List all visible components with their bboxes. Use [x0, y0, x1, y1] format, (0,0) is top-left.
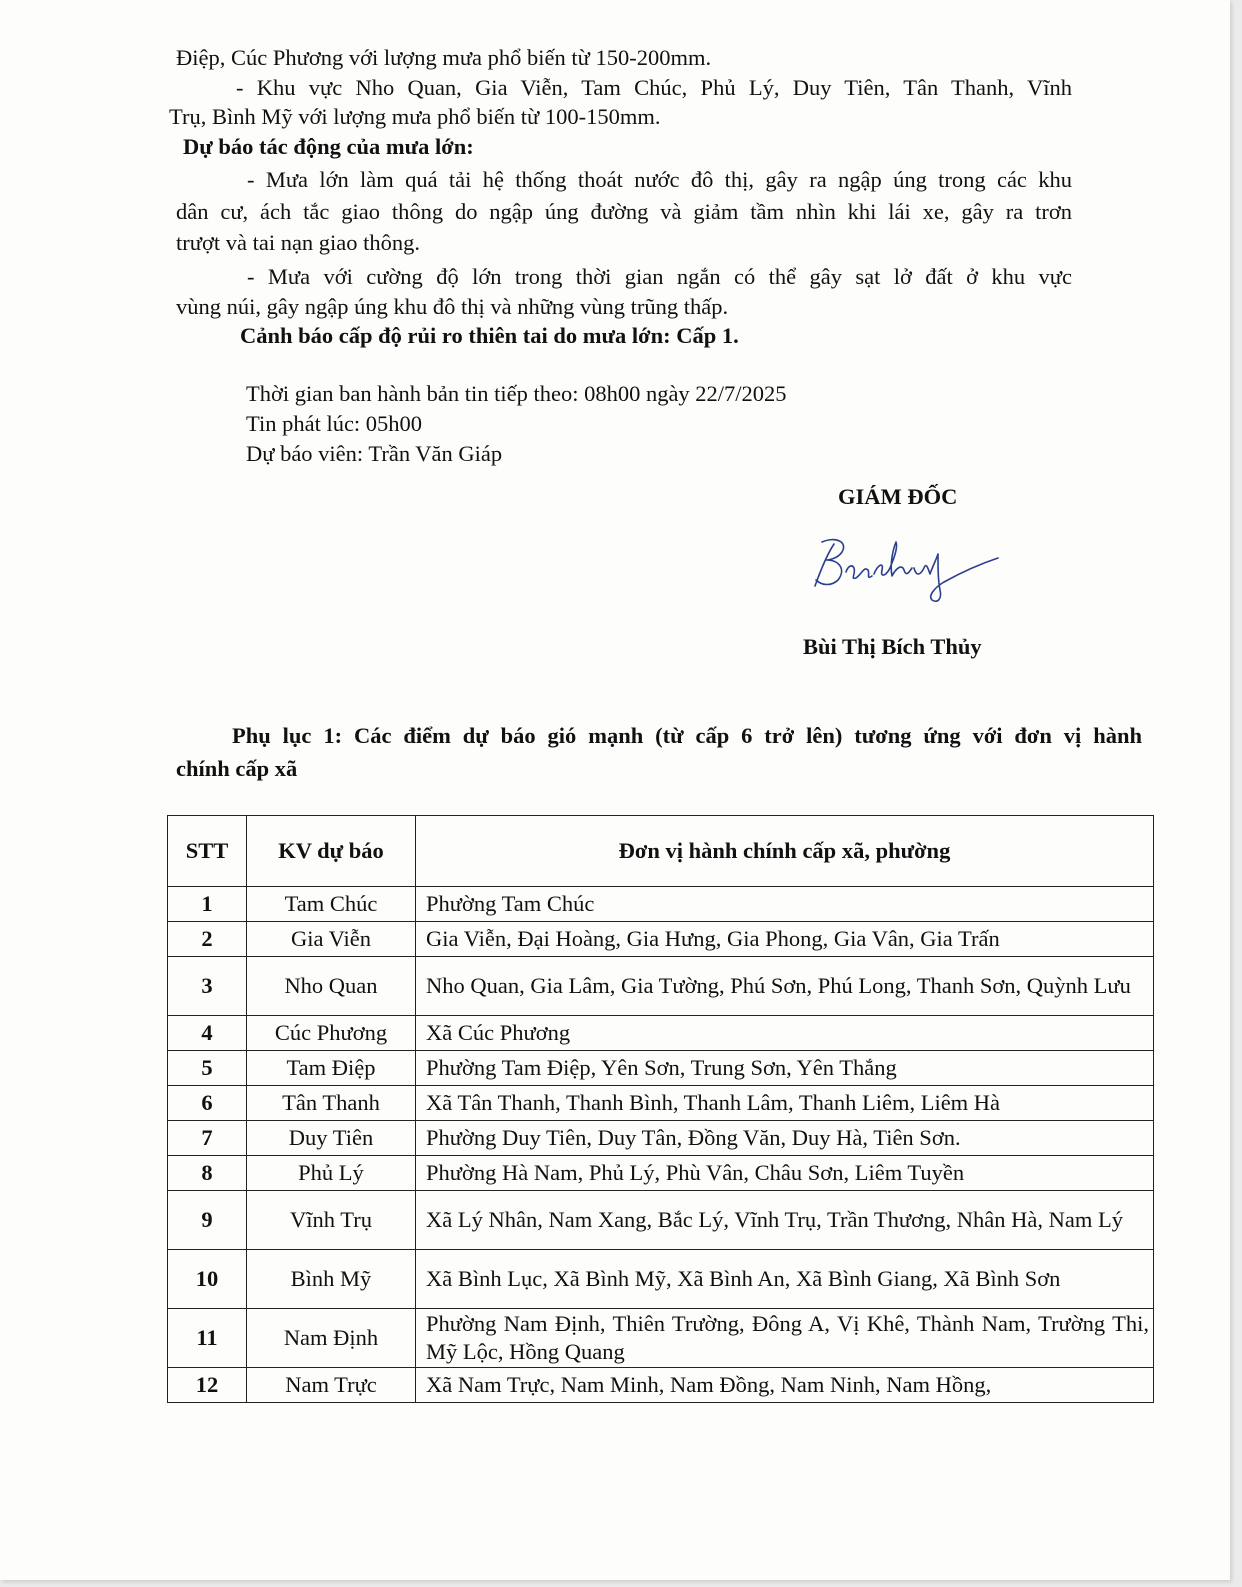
- rain-paragraph-continuation: Điệp, Cúc Phương với lượng mưa phổ biến từ 150-200mm.: [176, 45, 712, 70]
- row-kv: Tam Điệp: [247, 1051, 416, 1086]
- row-stt: 2: [168, 922, 247, 957]
- row-stt: 5: [168, 1051, 247, 1086]
- rain-area-line-1: - Khu vực Nho Quan, Gia Viễn, Tam Chúc, Phủ Lý, Duy Tiên, Tân Thanh, Vĩnh: [236, 75, 1072, 100]
- row-stt: 12: [168, 1368, 247, 1403]
- table-row: [168, 1051, 1154, 1086]
- impact-1-line-2: dân cư, ách tắc giao thông do ngập úng đường và giảm tầm nhìn khi lái xe, gây ra trơn: [176, 199, 1072, 224]
- table-row: [168, 1309, 1154, 1368]
- annex-title-line-2: chính cấp xã: [176, 756, 298, 781]
- row-kv: Gia Viễn: [247, 922, 416, 957]
- issued-time: Tin phát lúc: 05h00: [246, 411, 423, 436]
- row-dv: Phường Nam Định, Thiên Trường, Đông A, Vị Khê, Thành Nam, Trường Thi, Mỹ Lộc, Hồng Quang: [416, 1309, 1154, 1368]
- table-row: [168, 1191, 1154, 1250]
- risk-warning: Cảnh báo cấp độ rủi ro thiên tai do mưa lớn: Cấp 1.: [240, 323, 739, 348]
- row-kv: Nam Trực: [247, 1368, 416, 1403]
- row-dv: Xã Bình Lục, Xã Bình Mỹ, Xã Bình An, Xã Bình Giang, Xã Bình Sơn: [416, 1250, 1154, 1309]
- impact-2-line-2: vùng núi, gây ngập úng khu đô thị và những vùng trũng thấp.: [176, 294, 729, 319]
- row-dv: Phường Tam Điệp, Yên Sơn, Trung Sơn, Yên Thắng: [416, 1051, 1154, 1086]
- header-kv: KV dự báo: [247, 816, 416, 887]
- header-dv: Đơn vị hành chính cấp xã, phường: [416, 816, 1154, 887]
- table-row: [168, 957, 1154, 1016]
- row-stt: 11: [168, 1309, 247, 1368]
- row-dv: Phường Duy Tiên, Duy Tân, Đồng Văn, Duy Hà, Tiên Sơn.: [416, 1121, 1154, 1156]
- row-dv: Xã Lý Nhân, Nam Xang, Bắc Lý, Vĩnh Trụ, Trần Thương, Nhân Hà, Nam Lý: [416, 1191, 1154, 1250]
- row-kv: Duy Tiên: [247, 1121, 416, 1156]
- row-stt: 10: [168, 1250, 247, 1309]
- row-dv: Xã Nam Trực, Nam Minh, Nam Đồng, Nam Ninh, Nam Hồng,: [416, 1368, 1154, 1403]
- row-stt: 9: [168, 1191, 247, 1250]
- row-kv: Phủ Lý: [247, 1156, 416, 1191]
- handwritten-signature: [812, 528, 1002, 614]
- row-stt: 1: [168, 887, 247, 922]
- next-bulletin-time: Thời gian ban hành bản tin tiếp theo: 08h00 ngày 22/7/2025: [246, 381, 787, 406]
- row-kv: Bình Mỹ: [247, 1250, 416, 1309]
- row-stt: 8: [168, 1156, 247, 1191]
- annex-title-line-1: Phụ lục 1: Các điểm dự báo gió mạnh (từ cấp 6 trở lên) tương ứng với đơn vị hành: [232, 723, 1142, 748]
- header-stt: STT: [168, 816, 247, 887]
- row-dv: Phường Hà Nam, Phủ Lý, Phù Vân, Châu Sơn, Liêm Tuyền: [416, 1156, 1154, 1191]
- row-stt: 6: [168, 1086, 247, 1121]
- row-kv: Nam Định: [247, 1309, 416, 1368]
- impact-1-line-1: - Mưa lớn làm quá tải hệ thống thoát nước đô thị, gây ra ngập úng trong các khu: [247, 167, 1072, 192]
- signer-name: Bùi Thị Bích Thủy: [803, 634, 982, 659]
- row-stt: 7: [168, 1121, 247, 1156]
- row-kv: Tam Chúc: [247, 887, 416, 922]
- row-dv: Gia Viễn, Đại Hoàng, Gia Hưng, Gia Phong, Gia Vân, Gia Trấn: [416, 922, 1154, 957]
- impact-heading: Dự báo tác động của mưa lớn:: [183, 134, 474, 159]
- row-dv: Xã Tân Thanh, Thanh Bình, Thanh Lâm, Thanh Liêm, Liêm Hà: [416, 1086, 1154, 1121]
- table-row: [168, 1121, 1154, 1156]
- row-stt: 4: [168, 1016, 247, 1051]
- row-kv: Vĩnh Trụ: [247, 1191, 416, 1250]
- row-stt: 3: [168, 957, 247, 1016]
- row-kv: Cúc Phương: [247, 1016, 416, 1051]
- row-dv: Nho Quan, Gia Lâm, Gia Tường, Phú Sơn, Phú Long, Thanh Sơn, Quỳnh Lưu: [416, 957, 1154, 1016]
- table-row: [168, 1368, 1154, 1403]
- table-row: [168, 1156, 1154, 1191]
- impact-1-line-3: trượt và tai nạn giao thông.: [176, 230, 421, 255]
- row-dv: Xã Cúc Phương: [416, 1016, 1154, 1051]
- annex-table: [167, 815, 1154, 1403]
- table-row: [168, 1086, 1154, 1121]
- row-kv: Nho Quan: [247, 957, 416, 1016]
- forecaster: Dự báo viên: Trần Văn Giáp: [246, 441, 503, 466]
- row-kv: Tân Thanh: [247, 1086, 416, 1121]
- table-row: [168, 1250, 1154, 1309]
- table-row: [168, 1016, 1154, 1051]
- row-dv: Phường Tam Chúc: [416, 887, 1154, 922]
- impact-2-line-1: - Mưa với cường độ lớn trong thời gian ngắn có thể gây sạt lở đất ở khu vực: [247, 264, 1072, 289]
- table-row: [168, 887, 1154, 922]
- table-row: [168, 922, 1154, 957]
- table-header-row: [168, 816, 1154, 887]
- signer-title: GIÁM ĐỐC: [838, 484, 958, 509]
- rain-area-line-2: Trụ, Bình Mỹ với lượng mưa phổ biến từ 100-150mm.: [169, 104, 661, 129]
